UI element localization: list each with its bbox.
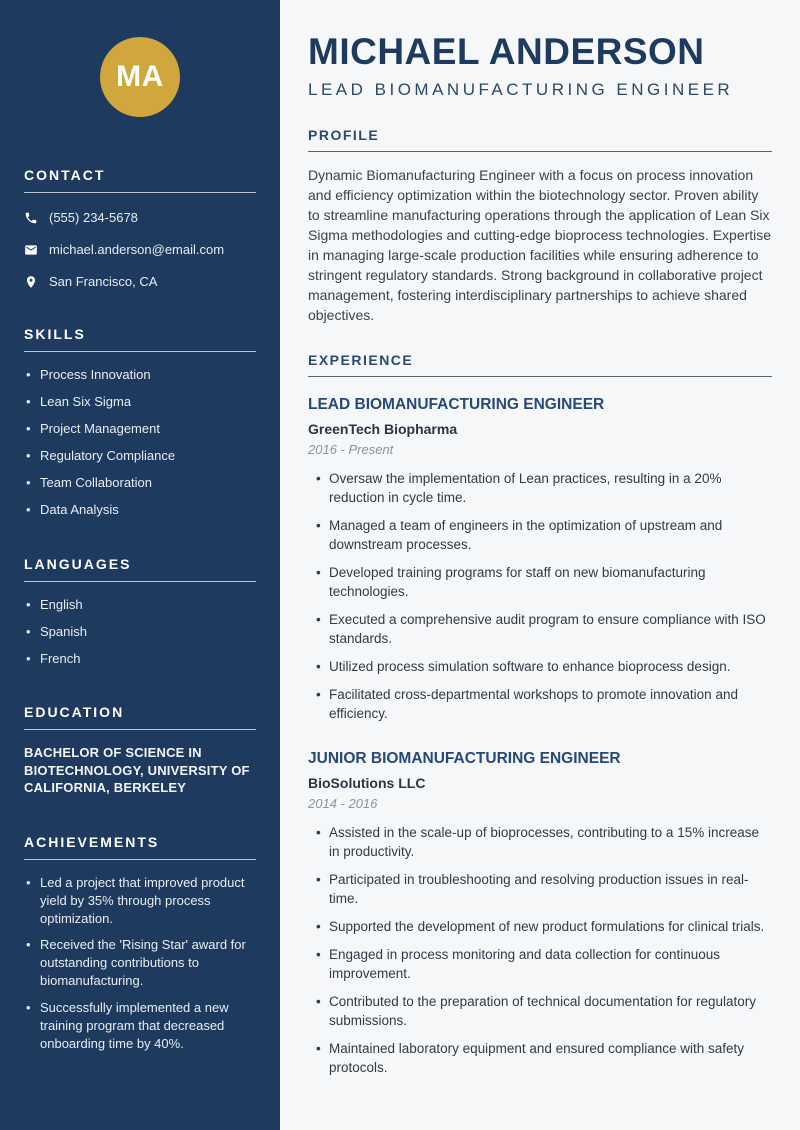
skills-list xyxy=(24,366,256,519)
job-bullet: • Developed training programs for staff on new biomanufacturing technologies. xyxy=(308,563,772,601)
job-bullet: • Assisted in the scale-up of bioprocesses, contributing to a 15% increase in productivity. xyxy=(308,823,772,861)
skills-section xyxy=(24,326,256,519)
job-entry xyxy=(308,750,772,1077)
contact-item-email xyxy=(24,242,256,257)
section-divider xyxy=(308,151,772,152)
job-bullet: • Maintained laboratory equipment and ensured compliance with safety protocols. xyxy=(308,1039,772,1077)
language-item: • Spanish xyxy=(24,623,256,641)
profile-heading: PROFILE xyxy=(308,127,380,143)
education-heading: EDUCATION xyxy=(24,704,125,721)
main-content xyxy=(280,0,800,1130)
education-section xyxy=(24,704,256,796)
job-bullet: • Oversaw the implementation of Lean practices, resulting in a 20% reduction in cycle time. xyxy=(308,469,772,507)
achievement-item: • Successfully implemented a new training program that decreased onboarding time by 40%. xyxy=(24,999,256,1053)
location-text: San Francisco, CA xyxy=(49,274,158,289)
job-bullet: • Facilitated cross-departmental workshops to promote innovation and efficiency. xyxy=(308,685,772,723)
section-divider xyxy=(24,581,256,582)
job-bullet: • Utilized process simulation software to enhance bioprocess design. xyxy=(308,657,772,676)
job-bullet: • Managed a team of engineers in the optimization of upstream and downstream processes. xyxy=(308,516,772,554)
contact-item-location xyxy=(24,274,256,289)
section-divider xyxy=(24,192,256,193)
skill-item: • Regulatory Compliance xyxy=(24,447,256,465)
section-divider xyxy=(24,729,256,730)
languages-section xyxy=(24,556,256,668)
contact-heading: CONTACT xyxy=(24,167,106,183)
phone-text: (555) 234-5678 xyxy=(49,210,138,225)
skill-item: • Team Collaboration xyxy=(24,474,256,492)
languages-list xyxy=(24,596,256,668)
job-dates: 2016 - Present xyxy=(308,442,394,457)
job-company: BioSolutions LLC xyxy=(308,775,426,791)
job-bullet-list xyxy=(308,469,772,723)
language-item: • French xyxy=(24,650,256,668)
sidebar xyxy=(0,0,280,1130)
person-title: LEAD BIOMANUFACTURING ENGINEER xyxy=(308,80,734,99)
skill-item: • Data Analysis xyxy=(24,501,256,519)
skill-item: • Lean Six Sigma xyxy=(24,393,256,411)
job-dates: 2014 - 2016 xyxy=(308,796,378,811)
job-entry xyxy=(308,396,772,723)
achievement-item: • Led a project that improved product yield by 35% through process optimization. xyxy=(24,874,256,928)
section-divider xyxy=(24,351,256,352)
job-title: JUNIOR BIOMANUFACTURING ENGINEER xyxy=(308,750,621,767)
achievement-item: • Received the 'Rising Star' award for outstanding contributions to biomanufacturing. xyxy=(24,936,256,990)
job-bullet: • Executed a comprehensive audit program to ensure compliance with ISO standards. xyxy=(308,610,772,648)
avatar xyxy=(100,37,180,117)
profile-section xyxy=(308,127,772,325)
profile-text: Dynamic Biomanufacturing Engineer with a focus on process innovation and efficiency optimization within the biotechnology sector. Proven ability to streamline manufacturing operations through the application of Lean Six Sigma methodologies and cutting-edge bioprocess technologies. Expertise in managing large-scale production facilities while ensuring adherence to stringent regulatory standards. Strong background in collaborative project management, fostering interdisciplinary partnerships to achieve shared objectives. xyxy=(308,167,772,323)
language-item: • English xyxy=(24,596,256,614)
section-divider xyxy=(24,859,256,860)
job-bullet: • Participated in troubleshooting and resolving production issues in real-time. xyxy=(308,870,772,908)
contact-section xyxy=(24,167,256,289)
experience-heading: EXPERIENCE xyxy=(308,352,414,368)
contact-item-phone xyxy=(24,210,256,225)
languages-heading: LANGUAGES xyxy=(24,555,132,572)
job-bullet: • Contributed to the preparation of technical documentation for regulatory submissions. xyxy=(308,992,772,1030)
achievements-heading: ACHIEVEMENTS xyxy=(24,833,160,850)
job-title: LEAD BIOMANUFACTURING ENGINEER xyxy=(308,396,605,413)
skills-heading: SKILLS xyxy=(24,326,86,342)
avatar-initials: MA xyxy=(116,60,164,93)
person-name: MICHAEL ANDERSON xyxy=(308,31,705,72)
job-company: GreenTech Biopharma xyxy=(308,421,458,437)
location-icon xyxy=(24,275,38,289)
achievements-list xyxy=(24,874,256,1053)
job-bullet: • Supported the development of new product formulations for clinical trials. xyxy=(308,917,772,936)
phone-icon xyxy=(24,211,38,225)
job-bullet: • Engaged in process monitoring and data collection for continuous improvement. xyxy=(308,945,772,983)
section-divider xyxy=(308,376,772,377)
skill-item: • Process Innovation xyxy=(24,366,256,384)
experience-section xyxy=(308,352,772,1077)
job-bullet-list xyxy=(308,823,772,1077)
achievements-section xyxy=(24,834,256,1053)
email-text: michael.anderson@email.com xyxy=(49,242,225,257)
degree-text: BACHELOR OF SCIENCE IN BIOTECHNOLOGY, UNIVERSITY OF CALIFORNIA, BERKELEY xyxy=(24,745,250,796)
skill-item: • Project Management xyxy=(24,420,256,438)
email-icon xyxy=(24,243,38,257)
